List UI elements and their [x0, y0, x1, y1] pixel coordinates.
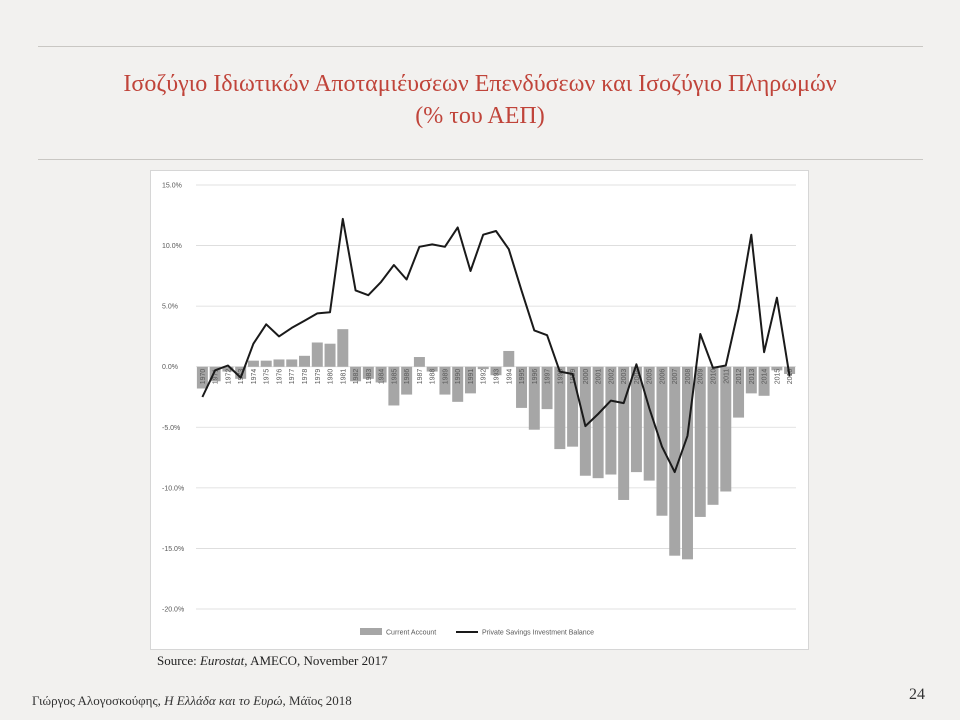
x-tick-label: 2012: [736, 368, 744, 385]
x-tick-label: 1983: [365, 368, 373, 385]
bar-current-account: [286, 359, 297, 366]
bar-current-account: [414, 357, 425, 367]
y-tick-label: -15.0%: [162, 545, 185, 553]
bar-current-account: [337, 329, 348, 367]
source-italic: Eurostat: [199, 653, 245, 668]
x-tick-label: 1978: [302, 368, 310, 385]
bar-current-account: [325, 344, 336, 367]
x-tick-label: 1995: [519, 368, 527, 385]
title-line-2: (% του ΑΕΠ): [415, 103, 545, 129]
x-tick-label: 2009: [697, 368, 705, 385]
legend-label-private-balance: Private Savings Investment Balance: [482, 629, 595, 637]
x-tick-label: 2016: [787, 368, 795, 385]
x-tick-label: 2005: [646, 368, 654, 385]
x-tick-label: 1997: [544, 368, 552, 385]
y-tick-label: -10.0%: [162, 485, 185, 493]
y-tick-label: 15.0%: [162, 182, 182, 190]
bar-current-account: [720, 367, 731, 492]
bar-current-account: [273, 359, 284, 366]
chart-panel: [150, 170, 809, 650]
x-tick-label: 1988: [429, 368, 437, 385]
bar-current-account: [299, 356, 310, 367]
x-tick-label: 2013: [748, 368, 756, 385]
footer-credit: [32, 693, 352, 709]
x-tick-label: 1989: [442, 368, 450, 385]
footer-italic: Η Ελλάδα και το Ευρώ: [164, 693, 283, 708]
x-tick-label: 1993: [493, 368, 501, 385]
x-tick-label: 1972: [225, 368, 233, 385]
x-tick-label: 1982: [353, 368, 361, 385]
y-tick-label: -5.0%: [162, 424, 181, 432]
x-tick-label: 1986: [404, 368, 412, 385]
top-rule: [38, 46, 923, 47]
x-tick-label: 1985: [391, 368, 399, 385]
x-tick-label: 1971: [212, 368, 220, 385]
x-tick-label: 1970: [199, 368, 207, 385]
x-tick-label: 1991: [467, 368, 475, 385]
x-tick-label: 1976: [276, 368, 284, 385]
x-tick-label: 1973: [238, 368, 246, 385]
title-line-1: Ισοζύγιο Ιδιωτικών Αποταμιέυσεων Επενδύσεων και Ισοζύγιο Πληρωμών: [123, 71, 837, 97]
x-tick-label: 2011: [723, 368, 731, 384]
y-tick-label: 5.0%: [162, 303, 178, 311]
source-note: [157, 653, 388, 669]
bar-current-account: [708, 367, 719, 505]
x-tick-label: 1984: [378, 368, 386, 385]
x-tick-label: 2007: [672, 368, 680, 385]
bar-current-account: [682, 367, 693, 560]
x-tick-label: 2001: [595, 368, 603, 385]
x-tick-label: 1979: [314, 368, 322, 385]
y-tick-label: -20.0%: [162, 606, 185, 614]
x-tick-label: 2003: [621, 368, 629, 385]
x-tick-label: 2000: [582, 368, 590, 385]
bar-current-account: [695, 367, 706, 517]
x-tick-label: 2015: [774, 368, 782, 385]
x-tick-label: 1974: [250, 368, 258, 385]
page-number: 24: [909, 686, 925, 703]
x-tick-label: 1987: [416, 368, 424, 385]
x-tick-label: 1996: [531, 368, 539, 385]
x-tick-label: 1990: [455, 368, 463, 385]
source-label: Source:: [157, 653, 200, 668]
bar-current-account: [248, 361, 259, 367]
x-tick-label: 1980: [327, 368, 335, 385]
y-tick-label: 10.0%: [162, 243, 182, 251]
footer-date: , Μάϊος 2018: [282, 693, 352, 708]
slide-title: [20, 68, 940, 132]
source-rest: , AMECO, November 2017: [244, 653, 388, 668]
x-tick-label: 1975: [263, 368, 271, 385]
x-tick-label: 2014: [761, 368, 769, 385]
x-tick-label: 1981: [340, 368, 348, 385]
legend-swatch-current-account: [360, 628, 382, 635]
x-tick-label: 1994: [506, 368, 514, 385]
x-tick-label: 1999: [570, 368, 578, 385]
x-tick-label: 2004: [633, 368, 641, 385]
bar-current-account: [261, 361, 272, 367]
legend-label-current-account: Current Account: [386, 629, 437, 637]
bar-current-account: [312, 342, 323, 366]
x-tick-label: 2008: [684, 368, 692, 385]
x-tick-label: 1998: [557, 368, 565, 385]
x-tick-label: 2006: [659, 368, 667, 385]
x-tick-label: 2002: [608, 368, 616, 385]
x-tick-label: 2010: [710, 368, 718, 385]
bar-current-account: [656, 367, 667, 516]
x-tick-label: 1992: [480, 368, 488, 385]
y-tick-label: 0.0%: [162, 364, 178, 372]
bar-current-account: [618, 367, 629, 500]
x-tick-label: 1977: [289, 368, 297, 385]
footer-author: Γιώργος Αλογοσκούφης,: [32, 693, 165, 708]
chart-svg: [151, 171, 808, 649]
title-bottom-rule: [38, 159, 923, 160]
bar-current-account: [503, 351, 514, 367]
